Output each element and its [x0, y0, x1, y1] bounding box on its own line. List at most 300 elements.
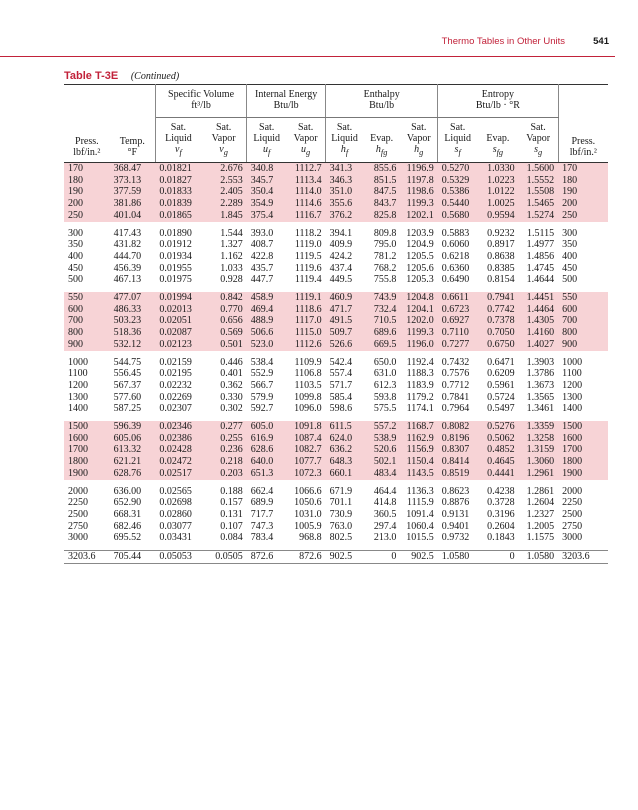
- table-cell: 1156.9: [400, 444, 437, 456]
- table-cell: 557.4: [329, 368, 353, 380]
- table-cell: 0.02123: [155, 339, 201, 351]
- table-cell: 671.9: [329, 485, 353, 497]
- table-cell: 250: [64, 210, 110, 222]
- table-cell: 640.0: [247, 456, 286, 468]
- table-cell: 0.5062: [477, 433, 519, 445]
- table-cell: 624.0: [326, 433, 363, 445]
- table-cell: 1.0025: [477, 198, 519, 210]
- table-cell: 600: [64, 304, 110, 316]
- table-cell: 1.2861: [526, 485, 555, 497]
- table-cell: 1.4464: [519, 304, 558, 316]
- table-cell: 1118.2: [294, 227, 322, 239]
- table-cell: 1066.6: [294, 485, 322, 497]
- table-cell: 526.6: [326, 339, 363, 351]
- table-cell: 0.4238: [487, 485, 515, 497]
- table-cell: 651.3: [247, 468, 286, 480]
- table-row: [64, 198, 608, 210]
- table-cell: 2.405: [201, 186, 247, 198]
- table-row: [64, 251, 608, 263]
- table-cell: 0.6209: [487, 368, 515, 380]
- table-cell: 1800: [64, 456, 110, 468]
- table-cell: 190: [558, 186, 608, 198]
- table-cell: 477.07: [110, 292, 156, 304]
- table-cell: 0.6723: [438, 304, 477, 316]
- table-cell: 802.5: [329, 532, 353, 544]
- table-cell: 0.6471: [487, 356, 515, 368]
- table-cell: 0.4852: [477, 444, 519, 456]
- table-cell: 0.218: [201, 456, 247, 468]
- table-cell: 509.7: [326, 327, 363, 339]
- table-cell: 0.1843: [487, 532, 515, 544]
- table-cell: 1202.1: [400, 210, 437, 222]
- table-cell: 400: [562, 250, 578, 262]
- table-cell: 491.5: [326, 315, 363, 327]
- table-cell: 0.9732: [441, 532, 470, 544]
- table-cell: 376.2: [326, 210, 363, 222]
- table-cell: 700: [64, 315, 110, 327]
- table-cell: 2250: [68, 497, 88, 509]
- table-cell: 518.36: [110, 327, 156, 339]
- table-cell: 0.8154: [487, 274, 515, 286]
- table-cell: 1.3060: [519, 456, 558, 468]
- table-row: [64, 521, 608, 533]
- table-cell: 424.2: [329, 250, 353, 262]
- table-label: Table T-3E: [64, 70, 119, 82]
- table-cell: 605.0: [247, 421, 286, 433]
- table-cell: 0.02386: [155, 433, 201, 445]
- table-cell: 1143.5: [400, 468, 437, 480]
- table-cell: 200: [64, 198, 110, 210]
- table-cell: 431.82: [113, 239, 142, 251]
- table-cell: 3203.6: [558, 551, 608, 564]
- table-cell: 872.6: [247, 551, 286, 564]
- table-cell: 1.4644: [526, 274, 555, 286]
- table-cell: 855.6: [363, 163, 400, 175]
- col-group-entropy: Entropy Btu/lb · °R: [438, 85, 558, 118]
- table-cell: 0.02269: [159, 391, 192, 403]
- table-cell: 1.3359: [519, 421, 558, 433]
- table-cell: 579.9: [250, 391, 274, 403]
- table-cell: 0: [363, 551, 400, 564]
- table-cell: 0.02860: [159, 508, 192, 520]
- table-cell: 600: [558, 304, 608, 316]
- running-title: Thermo Tables in Other Units: [441, 36, 565, 47]
- table-cell: 1113.4: [286, 175, 325, 187]
- running-header: [0, 30, 615, 57]
- table-cell: 0.01833: [155, 186, 201, 198]
- table-cell: 1.5465: [519, 198, 558, 210]
- table-cell: 0.330: [220, 391, 243, 403]
- table-cell: 1119.5: [294, 250, 322, 262]
- table-cell: 0.02346: [155, 421, 201, 433]
- table-cell: 1.4027: [519, 339, 558, 351]
- table-cell: 1112.7: [286, 163, 325, 175]
- table-row: [64, 327, 608, 339]
- table-row: [64, 456, 608, 468]
- table-cell: 1.2961: [519, 468, 558, 480]
- table-cell: 1197.8: [400, 175, 437, 187]
- table-cell: 0.05053: [155, 551, 201, 564]
- table-cell: 628.76: [110, 468, 156, 480]
- table-row: [64, 444, 608, 456]
- table-cell: 1162.9: [400, 433, 437, 445]
- table-cell: 200: [558, 198, 608, 210]
- table-cell: 458.9: [247, 292, 286, 304]
- table-cell: 538.9: [363, 433, 400, 445]
- table-cell: 0.6927: [438, 315, 477, 327]
- table-cell: 1005.9: [294, 520, 322, 532]
- table-cell: 0.02087: [155, 327, 201, 339]
- table-cell: 170: [64, 163, 110, 175]
- table-cell: 0.107: [220, 520, 243, 532]
- table-cell: 1.4745: [526, 262, 555, 274]
- col-press-left: Press. lbf/in.²: [64, 118, 110, 163]
- table-row: [64, 357, 608, 369]
- table-cell: 483.4: [363, 468, 400, 480]
- table-cell: 1091.8: [286, 421, 325, 433]
- table-cell: 668.31: [113, 508, 142, 520]
- table-cell: 1115.9: [406, 497, 434, 509]
- table-cell: 650.0: [373, 356, 397, 368]
- table-cell: 1500: [558, 421, 608, 433]
- table-cell: 1114.6: [286, 198, 325, 210]
- table-cell: 1199.3: [400, 327, 437, 339]
- table-cell: 0.02051: [155, 315, 201, 327]
- table-cell: 1200: [562, 379, 583, 391]
- table-row: [64, 163, 608, 175]
- table-row: [64, 304, 608, 316]
- table-cell: 502.1: [363, 456, 400, 468]
- table-cell: 1.0580: [438, 551, 477, 564]
- col-group-specific-volume: Specific Volume ft³/lb: [155, 85, 246, 118]
- table-cell: 1600: [558, 433, 608, 445]
- table-cell: 0.02698: [159, 497, 192, 509]
- table-cell: 0.255: [201, 433, 247, 445]
- table-cell: 450: [562, 262, 578, 274]
- table-cell: 0.02013: [155, 304, 201, 316]
- table-cell: 0.02232: [159, 379, 192, 391]
- table-cell: 700: [558, 315, 608, 327]
- table-cell: 0.9401: [441, 520, 470, 532]
- table-cell: 851.5: [363, 175, 400, 187]
- table-cell: 0.131: [220, 508, 243, 520]
- col-sfg: Evap. $s_{fg}$: [477, 118, 519, 163]
- table-cell: 350: [562, 239, 578, 251]
- table-cell: 0.770: [201, 304, 247, 316]
- table-cell: 1.0122: [477, 186, 519, 198]
- table-cell: 464.4: [373, 485, 397, 497]
- table-cell: 1204.9: [406, 239, 434, 251]
- table-cell: 0.7378: [477, 315, 519, 327]
- table-cell: 695.52: [113, 532, 142, 544]
- table-cell: 345.7: [247, 175, 286, 187]
- table-cell: 417.43: [113, 227, 142, 239]
- table-cell: 542.4: [329, 356, 353, 368]
- table-cell: 1000: [68, 356, 88, 368]
- table-cell: 795.0: [373, 239, 397, 251]
- table-cell: 662.4: [250, 485, 274, 497]
- table-cell: 1600: [64, 433, 110, 445]
- table-cell: 0.501: [201, 339, 247, 351]
- table-cell: 1196.9: [400, 163, 437, 175]
- table-row: [64, 186, 608, 198]
- table-cell: 732.4: [363, 304, 400, 316]
- col-uf: Sat. Liquid $u_f$: [247, 118, 286, 163]
- table-cell: 520.6: [363, 444, 400, 456]
- table-caption: [64, 70, 179, 82]
- table-cell: 401.04: [110, 210, 156, 222]
- table-cell: 341.3: [326, 163, 363, 175]
- table-cell: 1204.8: [400, 292, 437, 304]
- table-cell: 621.21: [110, 456, 156, 468]
- table-cell: 0.02517: [155, 468, 201, 480]
- table-cell: 1119.4: [294, 274, 322, 286]
- table-cell: 1.2327: [526, 508, 555, 520]
- table-cell: 0.401: [220, 368, 243, 380]
- table-cell: 0.6750: [477, 339, 519, 351]
- table-cell: 763.0: [329, 520, 353, 532]
- table-cell: 1188.3: [406, 368, 434, 380]
- table-cell: 1.4160: [519, 327, 558, 339]
- table-cell: 1700: [64, 444, 110, 456]
- table-cell: 1179.2: [406, 391, 434, 403]
- table-cell: 0.7712: [441, 379, 470, 391]
- table-cell: 0.5386: [438, 186, 477, 198]
- table-cell: 0.6218: [441, 250, 470, 262]
- table-cell: 0.656: [201, 315, 247, 327]
- table-cell: 2.553: [201, 175, 247, 187]
- table-cell: 0.03431: [159, 532, 192, 544]
- table-cell: 0.569: [201, 327, 247, 339]
- table-row: [64, 339, 608, 351]
- table-cell: 1.2005: [526, 520, 555, 532]
- table-cell: 800: [64, 327, 110, 339]
- table-cell: 0.7941: [477, 292, 519, 304]
- table-cell: 297.4: [373, 520, 397, 532]
- table-cell: 0.6490: [441, 274, 470, 286]
- table-cell: 394.1: [329, 227, 353, 239]
- table-cell: 1192.4: [406, 356, 434, 368]
- table-cell: 0.8196: [438, 433, 477, 445]
- table-cell: 1112.6: [286, 339, 325, 351]
- table-cell: 0.4441: [477, 468, 519, 480]
- table-cell: 825.8: [363, 210, 400, 222]
- table-cell: 1.3673: [526, 379, 555, 391]
- table-cell: 381.86: [110, 198, 156, 210]
- table-cell: 0.01912: [159, 239, 192, 251]
- table-cell: 0.6360: [441, 262, 470, 274]
- table-cell: 0.02159: [159, 356, 192, 368]
- data-table: [64, 84, 608, 564]
- table-cell: 636.00: [113, 485, 142, 497]
- table-cell: 0.157: [220, 497, 243, 509]
- table-cell: 611.5: [326, 421, 363, 433]
- table-cell: 1.4305: [519, 315, 558, 327]
- table-cell: 669.5: [363, 339, 400, 351]
- table-cell: 0.7841: [441, 391, 470, 403]
- table-cell: 0.02307: [159, 403, 192, 415]
- table-cell: 0.8307: [438, 444, 477, 456]
- table-row: [64, 380, 608, 392]
- table-cell: 408.7: [250, 239, 274, 251]
- table-cell: 2750: [562, 520, 583, 532]
- table-cell: 705.44: [110, 551, 156, 564]
- table-row: [64, 228, 608, 240]
- table-cell: 1100: [562, 368, 582, 380]
- table-cell: 1.5115: [526, 227, 555, 239]
- table-cell: 0.5724: [487, 391, 515, 403]
- table-cell: 1183.9: [406, 379, 434, 391]
- table-cell: 587.25: [113, 403, 142, 415]
- table-cell: 3203.6: [64, 551, 110, 564]
- table-cell: 730.9: [329, 508, 353, 520]
- table-cell: 0.203: [201, 468, 247, 480]
- table-cell: 1136.3: [406, 485, 434, 497]
- col-press-right: Press. lbf/in.²: [558, 118, 608, 163]
- table-cell: 0.3728: [487, 497, 515, 509]
- table-cell: 0.02195: [159, 368, 192, 380]
- table-cell: 783.4: [250, 532, 274, 544]
- table-cell: 1.0330: [477, 163, 519, 175]
- table-cell: 755.8: [373, 274, 397, 286]
- col-hfg: Evap. $h_{fg}$: [363, 118, 400, 163]
- table-cell: 506.6: [247, 327, 286, 339]
- table-cell: 1.3159: [519, 444, 558, 456]
- table-cell: 1400: [68, 403, 88, 415]
- table-cell: 500: [562, 274, 578, 286]
- table-cell: 456.39: [113, 262, 142, 274]
- table-cell: 2750: [68, 520, 88, 532]
- table-cell: 3000: [562, 532, 583, 544]
- table-cell: 571.7: [329, 379, 353, 391]
- table-cell: 1198.6: [400, 186, 437, 198]
- table-cell: 0.01955: [159, 262, 192, 274]
- table-cell: 577.60: [113, 391, 142, 403]
- table-row: [64, 421, 608, 433]
- table-cell: 0: [477, 551, 519, 564]
- table-cell: 628.6: [247, 444, 286, 456]
- steam-table: [64, 84, 608, 564]
- table-cell: 0.9594: [477, 210, 519, 222]
- table-cell: 300: [562, 227, 578, 239]
- table-row: [64, 486, 608, 498]
- table-cell: 1168.7: [400, 421, 437, 433]
- table-cell: 0.236: [201, 444, 247, 456]
- table-cell: 1.2604: [526, 497, 555, 509]
- table-cell: 0.02428: [155, 444, 201, 456]
- table-cell: 968.8: [299, 532, 322, 544]
- table-cell: 652.90: [113, 497, 142, 509]
- table-cell: 747.3: [250, 520, 274, 532]
- table-cell: 567.37: [113, 379, 142, 391]
- table-row: [64, 263, 608, 275]
- table-cell: 613.32: [110, 444, 156, 456]
- table-cell: 1115.0: [286, 327, 325, 339]
- table-cell: 0.02472: [155, 456, 201, 468]
- table-cell: 1196.0: [400, 339, 437, 351]
- table-cell: 0.01839: [155, 198, 201, 210]
- table-cell: 1.544: [220, 227, 243, 239]
- table-cell: 0.01934: [159, 250, 192, 262]
- table-cell: 0.9232: [487, 227, 515, 239]
- table-cell: 544.75: [113, 356, 142, 368]
- table-cell: 648.3: [326, 456, 363, 468]
- col-group-enthalpy: Enthalpy Btu/lb: [326, 85, 438, 118]
- table-cell: 1.4977: [526, 239, 555, 251]
- table-cell: 2000: [68, 485, 88, 497]
- table-cell: 1099.8: [294, 391, 322, 403]
- table-cell: 1103.5: [294, 379, 322, 391]
- table-cell: 1200: [68, 379, 88, 391]
- table-cell: 486.33: [110, 304, 156, 316]
- table-cell: 0.7742: [477, 304, 519, 316]
- table-cell: 1.0223: [477, 175, 519, 187]
- table-cell: 422.8: [250, 250, 274, 262]
- table-cell: 471.7: [326, 304, 363, 316]
- table-cell: 3000: [68, 532, 88, 544]
- table-cell: 743.9: [363, 292, 400, 304]
- table-cell: 1.845: [201, 210, 247, 222]
- table-cell: 0.8414: [438, 456, 477, 468]
- table-cell: 1.3461: [526, 403, 555, 415]
- table-cell: 354.9: [247, 198, 286, 210]
- table-cell: 900: [558, 339, 608, 351]
- table-cell: 0.7110: [438, 327, 477, 339]
- table-cell: 1.5600: [519, 163, 558, 175]
- table-cell: 689.9: [250, 497, 274, 509]
- table-cell: 1205.5: [406, 250, 434, 262]
- table-row: [64, 175, 608, 187]
- table-cell: 1700: [558, 444, 608, 456]
- table-cell: 0.7277: [438, 339, 477, 351]
- table-cell: 1082.7: [286, 444, 325, 456]
- table-cell: 360.5: [373, 508, 397, 520]
- table-cell: 373.13: [110, 175, 156, 187]
- table-row: [64, 433, 608, 445]
- table-cell: 636.2: [326, 444, 363, 456]
- table-cell: 0.01890: [159, 227, 192, 239]
- table-cell: 1117.0: [286, 315, 325, 327]
- table-cell: 400: [68, 250, 83, 262]
- col-ug: Sat. Vapor $u_g$: [286, 118, 325, 163]
- table-cell: 843.7: [363, 198, 400, 210]
- table-cell: 1109.9: [294, 356, 322, 368]
- table-cell: 377.59: [110, 186, 156, 198]
- table-cell: 350: [68, 239, 83, 251]
- table-cell: 0.5497: [487, 403, 515, 415]
- col-hg: Sat. Vapor $h_g$: [400, 118, 437, 163]
- table-cell: 0.446: [220, 356, 243, 368]
- table-cell: 1087.4: [286, 433, 325, 445]
- table-cell: 0.01994: [155, 292, 201, 304]
- table-cell: 346.3: [326, 175, 363, 187]
- table-cell: 1500: [64, 421, 110, 433]
- table-cell: 872.6: [286, 551, 325, 564]
- table-cell: 1199.3: [400, 198, 437, 210]
- table-cell: 1114.0: [286, 186, 325, 198]
- table-cell: 1.5274: [519, 210, 558, 222]
- table-cell: 660.1: [326, 468, 363, 480]
- table-cell: 213.0: [373, 532, 397, 544]
- table-cell: 1119.1: [286, 292, 325, 304]
- table-row: [64, 292, 608, 304]
- table-cell: 550: [64, 292, 110, 304]
- table-row: [64, 315, 608, 327]
- col-sf: Sat. Liquid $s_f$: [438, 118, 477, 163]
- table-cell: 1204.1: [400, 304, 437, 316]
- table-cell: 1.327: [220, 239, 243, 251]
- table-cell: 809.8: [373, 227, 397, 239]
